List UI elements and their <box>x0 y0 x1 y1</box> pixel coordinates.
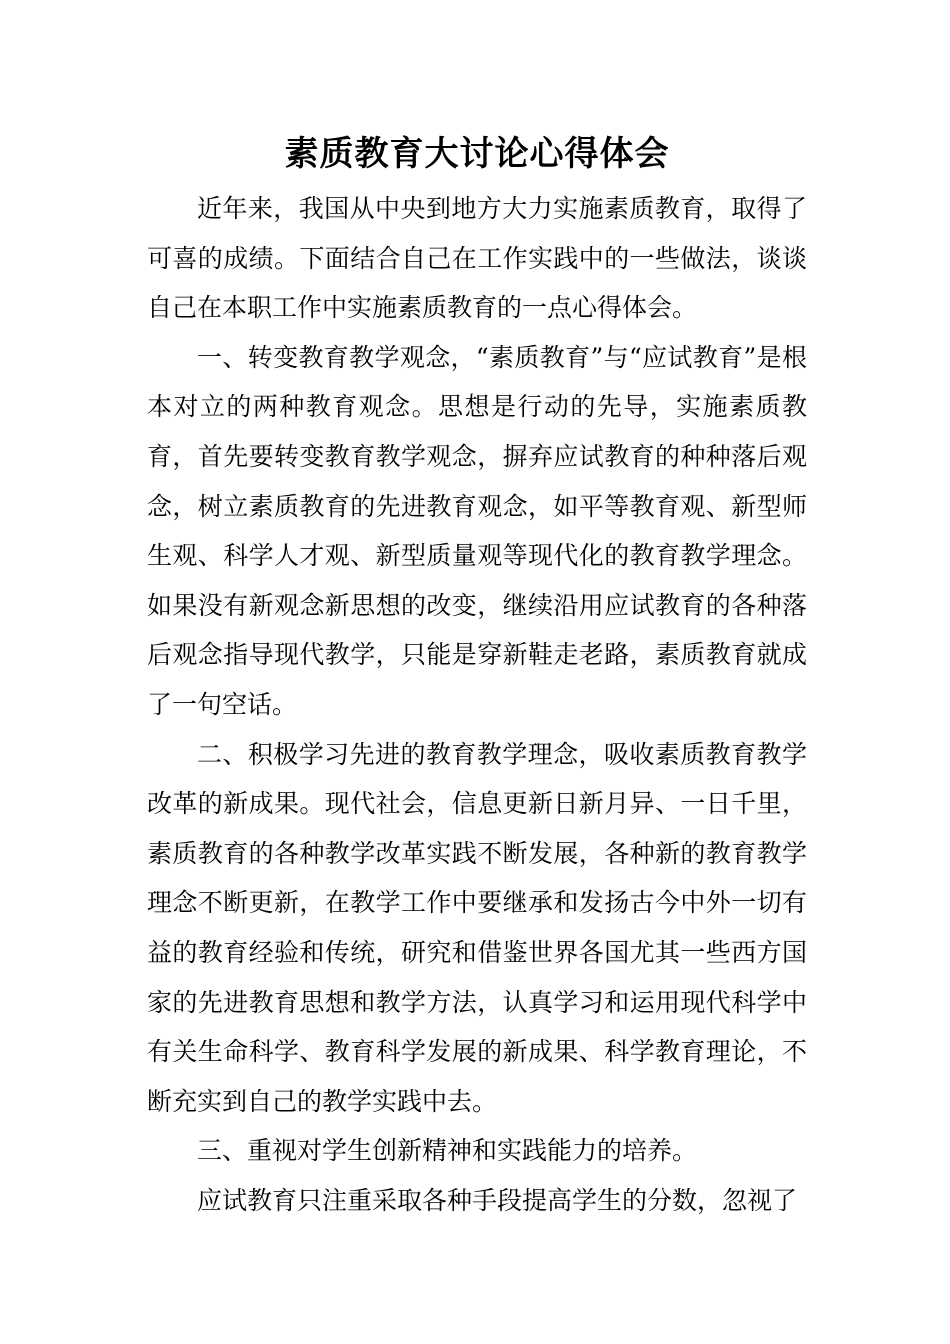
document-title: 素质教育大讨论心得体会 <box>284 134 670 174</box>
paragraph-point-three: 三、重视对学生创新精神和实践能力的培养。 <box>197 1136 698 1166</box>
paragraph-point-two: 二、积极学习先进的教育教学理念，吸收素质教育教学改革的新成果。现代社会，信息更新日新月异、一日千里，素质教育的各种教学改革实践不断发展，各种新的教育教学理念不断更新，在教学工作中要继承和发扬古今中外一切有益的教育经验和传统，研究和借鉴世界各国尤其一些西方国家的先进教育思想和教学方法，认真学习和运用现代科学中有关生命科学、教育科学发展的新成果、科学教育理论，不断充实到自己的教学实践中去。 <box>147 739 807 1116</box>
paragraph-point-one: 一、转变教育教学观念，“素质教育”与“应试教育”是根本对立的两种教育观念。思想是行动的先导，实施素质教育，首先要转变教育教学观念，摒弃应试教育的种种落后观念，树立素质教育的先进教育观念，如平等教育观、新型师生观、科学人才观、新型质量观等现代化的教育教学理念。如果没有新观念新思想的改变，继续沿用应试教育的各种落后观念指导现代教学，只能是穿新鞋走老路，素质教育就成了一句空话。 <box>147 342 807 719</box>
document-body <box>147 124 807 1225</box>
paragraph-continuation: 应试教育只注重采取各种手段提高学生的分数，忽视了 <box>197 1185 798 1215</box>
paragraph-intro: 近年来，我国从中央到地方大力实施素质教育，取得了可喜的成绩。下面结合自己在工作实践中的一些做法，谈谈自己在本职工作中实施素质教育的一点心得体会。 <box>147 194 807 323</box>
